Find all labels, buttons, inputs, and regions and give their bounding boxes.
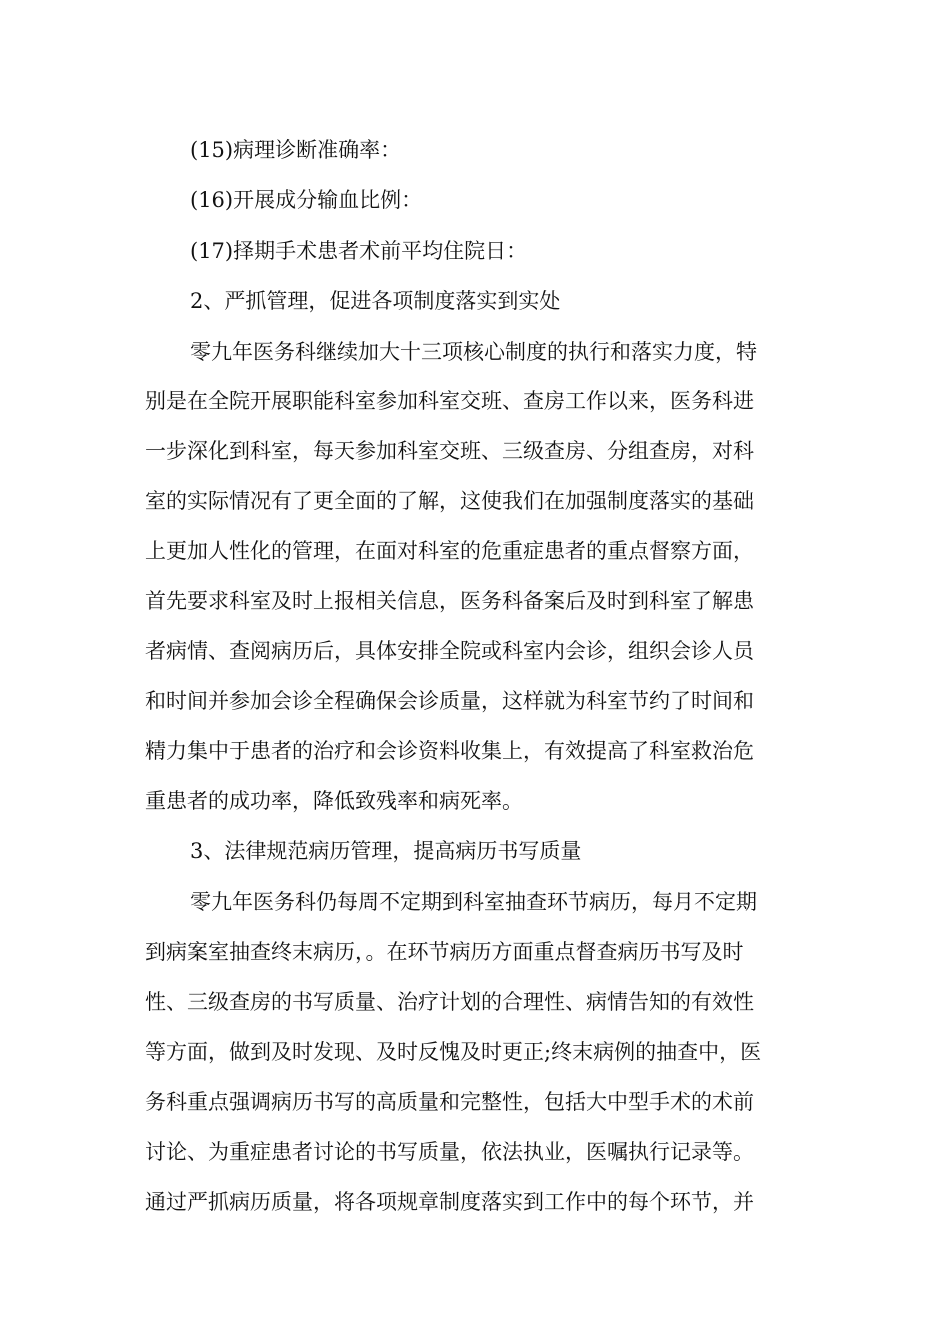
paragraph-line: 重患者的成功率，降低致残率和病死率。 [145, 789, 523, 813]
paragraph-line: 零九年医务科仍每周不定期到科室抽查环节病历，每月不定期 [190, 890, 757, 914]
paragraph-line: 精力集中于患者的治疗和会诊资料收集上，有效提高了科室救治危 [145, 739, 754, 763]
paragraph-line: 零九年医务科继续加大十三项核心制度的执行和落实力度，特 [190, 340, 757, 364]
paragraph-line: 到病案室抽查终末病历，。在环节病历方面重点督查病历书写及时 [145, 940, 744, 964]
paragraph-line: 务科重点强调病历书写的高质量和完整性，包括大中型手术的术前 [145, 1090, 754, 1114]
paragraph-line: 上更加人性化的管理，在面对科室的危重症患者的重点督察方面， [145, 539, 754, 563]
section-heading-3: 3、法律规范病历管理，提高病历书写质量 [190, 839, 582, 863]
paragraph-line: 讨论、为重症患者讨论的书写质量，依法执业，医嘱执行记录等。 [145, 1140, 754, 1164]
paragraph-line: 别是在全院开展职能科室参加科室交班、查房工作以来，医务科进 [145, 389, 754, 413]
list-item-17: (17)择期手术患者术前平均住院日： [190, 239, 528, 263]
paragraph-line: 性、三级查房的书写质量、治疗计划的合理性、病情告知的有效性 [145, 990, 754, 1014]
paragraph-line: 者病情、查阅病历后，具体安排全院或科室内会诊，组织会诊人员 [145, 639, 754, 663]
paragraph-line: 首先要求科室及时上报相关信息，医务科备案后及时到科室了解患 [145, 589, 754, 613]
paragraph-line: 室的实际情况有了更全面的了解，这使我们在加强制度落实的基础 [145, 489, 754, 513]
section-heading-2: 2、严抓管理，促进各项制度落实到实处 [190, 289, 561, 313]
list-item-15: (15)病理诊断准确率： [190, 138, 402, 162]
paragraph-line: 一步深化到科室，每天参加科室交班、三级查房、分组查房，对科 [145, 439, 754, 463]
paragraph-line: 和时间并参加会诊全程确保会诊质量，这样就为科室节约了时间和 [145, 689, 754, 713]
list-item-16: (16)开展成分输血比例： [190, 188, 423, 212]
paragraph-line: 等方面，做到及时发现、及时反愧及时更正;终末病例的抽查中，医 [145, 1040, 762, 1064]
paragraph-line: 通过严抓病历质量，将各项规章制度落实到工作中的每个环节，并 [145, 1190, 754, 1214]
